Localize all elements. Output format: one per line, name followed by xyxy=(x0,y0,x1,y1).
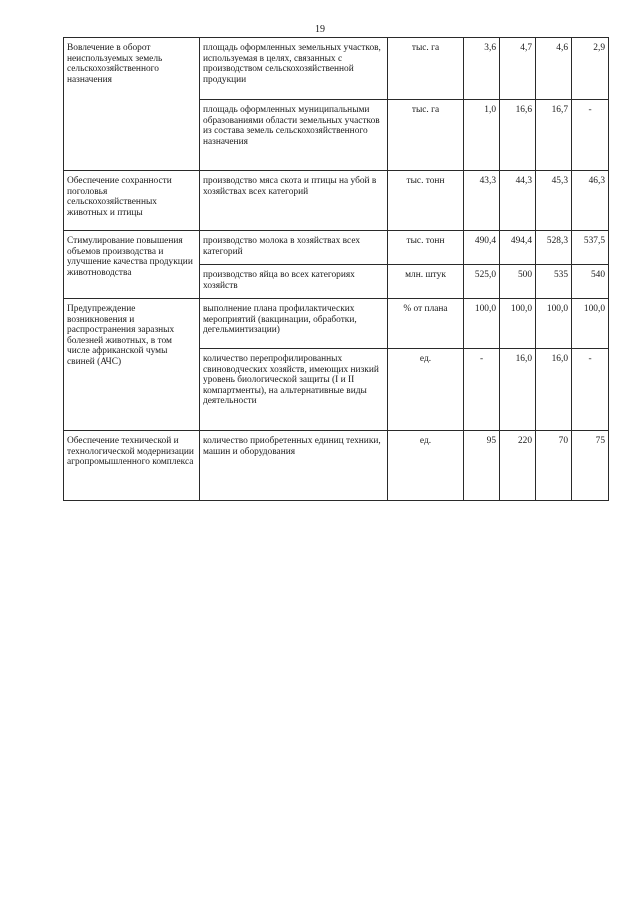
goal-cell: Вовлечение в оборот неиспользуемых земель сельскохозяйственного назначения xyxy=(64,38,200,171)
value-cell: 100,0 xyxy=(572,299,609,349)
value-cell: 535 xyxy=(536,265,572,299)
value-cell: 2,9 xyxy=(572,38,609,100)
unit-cell: ед. xyxy=(388,431,464,501)
value-cell: 16,0 xyxy=(536,349,572,431)
value-cell: 494,4 xyxy=(500,231,536,265)
unit-cell: ед. xyxy=(388,349,464,431)
value-cell: 525,0 xyxy=(464,265,500,299)
value-cell: - xyxy=(572,100,609,171)
page-number: 19 xyxy=(315,24,325,35)
value-cell: 537,5 xyxy=(572,231,609,265)
unit-cell: тыс. га xyxy=(388,100,464,171)
value-cell: 528,3 xyxy=(536,231,572,265)
value-cell: 4,7 xyxy=(500,38,536,100)
value-cell: 43,3 xyxy=(464,171,500,231)
value-cell: 16,6 xyxy=(500,100,536,171)
unit-cell: тыс. тонн xyxy=(388,171,464,231)
value-cell: 16,0 xyxy=(500,349,536,431)
goal-cell: Обеспечение сохранности поголовья сельскохозяйственных животных и птицы xyxy=(64,171,200,231)
goal-cell: Предупреждение возникновения и распространения заразных болезней животных, в том числе африканской чумы свиней (АЧС) xyxy=(64,299,200,431)
table-row xyxy=(64,231,609,265)
value-cell: 3,6 xyxy=(464,38,500,100)
unit-cell: тыс. га xyxy=(388,38,464,100)
value-cell: 100,0 xyxy=(464,299,500,349)
value-cell: 95 xyxy=(464,431,500,501)
indicator-cell: производство яйца во всех категориях хозяйств xyxy=(200,265,388,299)
indicator-cell: производство мяса скота и птицы на убой в хозяйствах всех категорий xyxy=(200,171,388,231)
table-row xyxy=(64,299,609,349)
indicators-table xyxy=(63,37,609,501)
value-cell: 45,3 xyxy=(536,171,572,231)
value-cell: 4,6 xyxy=(536,38,572,100)
value-cell: - xyxy=(572,349,609,431)
value-cell: 540 xyxy=(572,265,609,299)
value-cell: 44,3 xyxy=(500,171,536,231)
indicator-cell: выполнение плана профилактических мероприятий (вакцинации, обработки, дегельминтизации) xyxy=(200,299,388,349)
table-row xyxy=(64,38,609,100)
indicator-cell: площадь оформленных земельных участков, используемая в целях, связанных с производством сельскохозяйственной продукции xyxy=(200,38,388,100)
goal-cell: Стимулирование повышения объемов производства и улучшение качества продукции животноводства xyxy=(64,231,200,299)
value-cell: 100,0 xyxy=(536,299,572,349)
value-cell: 75 xyxy=(572,431,609,501)
indicator-cell: количество перепрофилированных свиноводческих хозяйств, имеющих низкий уровень биологической защиты (I и II компартменты), на альтернативные виды деятельности xyxy=(200,349,388,431)
unit-cell: млн. штук xyxy=(388,265,464,299)
value-cell: 220 xyxy=(500,431,536,501)
table-row xyxy=(64,431,609,501)
value-cell: - xyxy=(464,349,500,431)
value-cell: 500 xyxy=(500,265,536,299)
goal-cell: Обеспечение технической и технологической модернизации агропромышленного комплекса xyxy=(64,431,200,501)
indicator-cell: количество приобретенных единиц техники, машин и оборудования xyxy=(200,431,388,501)
value-cell: 100,0 xyxy=(500,299,536,349)
table-row xyxy=(64,171,609,231)
unit-cell: % от плана xyxy=(388,299,464,349)
value-cell: 46,3 xyxy=(572,171,609,231)
value-cell: 1,0 xyxy=(464,100,500,171)
unit-cell: тыс. тонн xyxy=(388,231,464,265)
indicator-cell: производство молока в хозяйствах всех категорий xyxy=(200,231,388,265)
value-cell: 490,4 xyxy=(464,231,500,265)
value-cell: 70 xyxy=(536,431,572,501)
indicator-cell: площадь оформленных муниципальными образованиями области земельных участков из состава земель сельскохозяйственного назначения xyxy=(200,100,388,171)
value-cell: 16,7 xyxy=(536,100,572,171)
